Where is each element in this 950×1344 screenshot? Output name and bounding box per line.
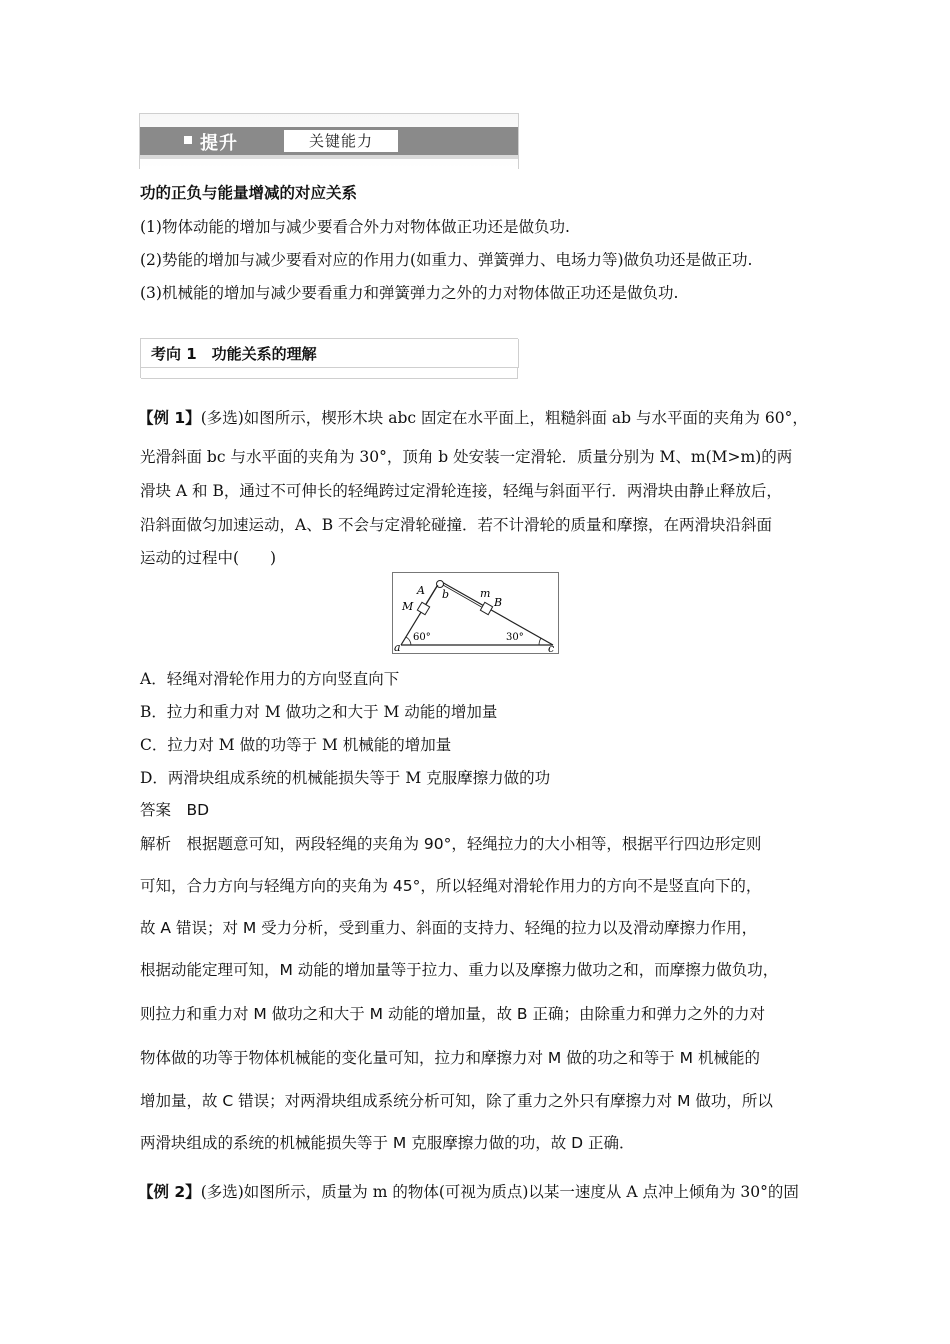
label-b: b [442, 588, 450, 601]
example1-line-2: 光滑斜面 bc 与水平面的夹角为 30°，顶角 b 处安装一定滑轮．质量分别为 M、m(M>m)的两 [140, 448, 793, 466]
block-A [417, 602, 429, 614]
analysis-line-1: 解析 根据题意可知，两段轻绳的夹角为 90°，轻绳拉力的大小相等，根据平行四边形定则 [140, 835, 762, 853]
answer-value: BD [186, 801, 210, 819]
label-angle-c: 30° [506, 632, 524, 643]
banner-tab-label: 关键能力 [283, 129, 399, 153]
example2-line-1 [138, 1180, 799, 1202]
answer-label: 答案 [140, 801, 172, 819]
label-c: c [548, 642, 555, 653]
point-2: (2)势能的增加与减少要看对应的作用力(如重力、弹簧弹力、电场力等)做负功还是做正功. [140, 251, 753, 269]
label-angle-a: 60° [413, 632, 431, 643]
topic-inner [141, 339, 519, 368]
label-A: A [417, 584, 425, 597]
label-m: m [480, 587, 491, 600]
example1-line-1-text: (多选)如图所示，楔形木块 abc 固定在水平面上，粗糙斜面 ab 与水平面的夹角为 60°， [200, 409, 808, 427]
square-icon [184, 136, 192, 144]
topic-box [140, 338, 518, 378]
example2-line-1-text: (多选)如图所示，质量为 m 的物体(可视为质点)以某一速度从 A 点冲上倾角为 30°的固 [200, 1183, 799, 1201]
section-banner [139, 113, 519, 169]
example1-line-1 [138, 406, 808, 428]
wedge-figure [392, 572, 559, 654]
example1-line-4: 沿斜面做匀加速运动，A、B 不会与定滑轮碰撞．若不计滑轮的质量和摩擦，在两滑块沿斜面 [140, 516, 773, 534]
answer-line [140, 798, 209, 820]
slope-bc [440, 581, 553, 645]
example1-line-5: 运动的过程中( ) [140, 549, 277, 567]
angle-arc-a [406, 637, 411, 645]
analysis-line-6: 物体做的功等于物体机械能的变化量可知，拉力和摩擦力对 M 做的功之和等于 M 机械能的 [140, 1049, 760, 1067]
example1-tag: 【例 1】 [138, 409, 201, 427]
analysis-line-2: 可知，合力方向与轻绳方向的夹角为 45°，所以轻绳对滑轮作用力的方向不是竖直向下的， [140, 877, 762, 895]
label-B: B [494, 596, 503, 609]
example2-tag: 【例 2】 [138, 1183, 201, 1201]
example1-line-3: 滑块 A 和 B，通过不可伸长的轻绳跨过定滑轮连接，轻绳与斜面平行．两滑块由静止释放后， [140, 482, 782, 500]
banner-main-label: 提升 [200, 133, 238, 154]
block-B [480, 602, 492, 614]
analysis-line-5: 则拉力和重力对 M 做功之和大于 M 动能的增加量，故 B 正确；由除重力和弹力之外的力对 [140, 1005, 765, 1023]
option-C: C．拉力对 M 做的功等于 M 机械能的增加量 [140, 736, 452, 754]
label-M: M [402, 600, 414, 613]
analysis-line-8: 两滑块组成的系统的机械能损失等于 M 克服摩擦力做的功，故 D 正确． [140, 1134, 635, 1152]
topic-title: 考向 1 功能关系的理解 [151, 345, 317, 363]
rope-right [443, 585, 485, 609]
analysis-line-7: 增加量，故 C 错误；对两滑块组成系统分析可知，除了重力之外只有摩擦力对 M 做功，所以 [140, 1092, 773, 1110]
banner-shadow [140, 155, 518, 159]
banner-bar [140, 127, 518, 155]
point-3: (3)机械能的增加与减少要看重力和弹簧弹力之外的力对物体做正功还是做负功. [140, 284, 679, 302]
wedge-diagram [393, 573, 558, 653]
point-1: (1)物体动能的增加与减少要看合外力对物体做正功还是做负功. [140, 218, 570, 236]
option-B: B．拉力和重力对 M 做功之和大于 M 动能的增加量 [140, 703, 498, 721]
section-title: 功的正负与能量增减的对应关系 [140, 184, 358, 202]
option-D: D．两滑块组成系统的机械能损失等于 M 克服摩擦力做的功 [140, 769, 551, 787]
topic-shadow [141, 368, 518, 379]
analysis-line-3: 故 A 错误；对 M 受力分析，受到重力、斜面的支持力、轻绳的拉力以及滑动摩擦力作用， [140, 919, 758, 937]
angle-arc-c [539, 638, 541, 645]
label-a: a [394, 641, 401, 653]
analysis-line-4: 根据动能定理可知，M 动能的增加量等于拉力、重力以及摩擦力做功之和，而摩擦力做负功， [140, 961, 779, 979]
option-A: A．轻绳对滑轮作用力的方向竖直向下 [140, 670, 400, 688]
